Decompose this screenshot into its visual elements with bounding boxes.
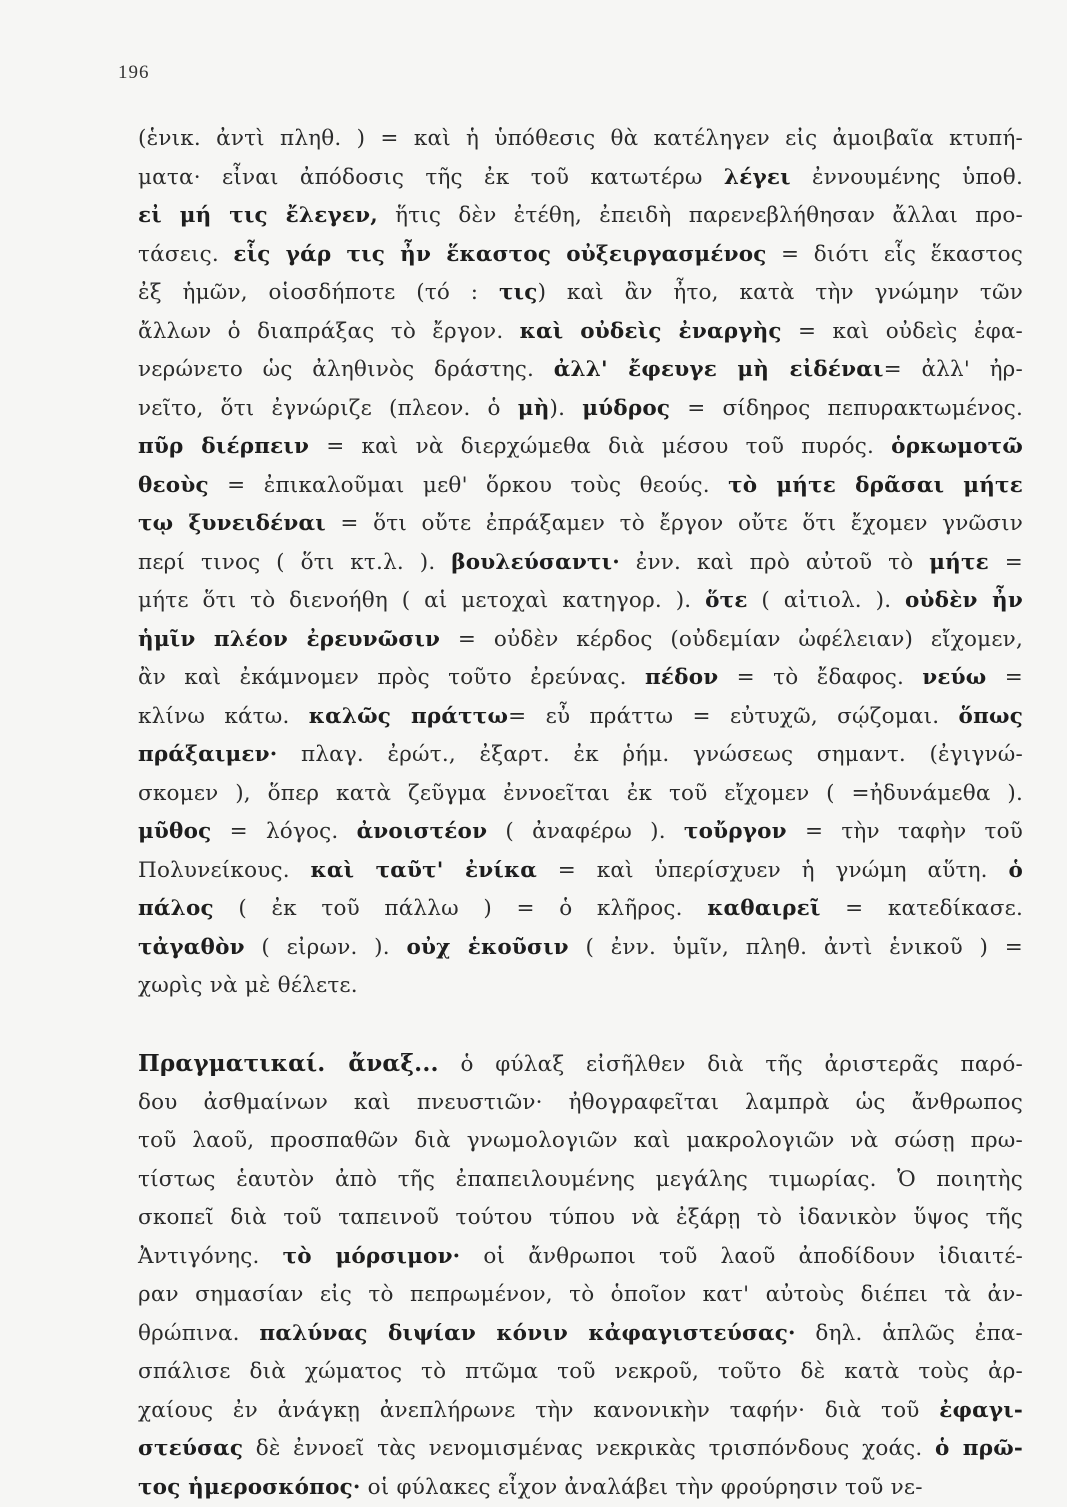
text-line: [138, 428, 1023, 467]
gloss-text: = τὸ ἔδαφος.: [718, 665, 922, 690]
text-line: [138, 1084, 1023, 1123]
gloss-text: τοῦ λαοῦ, προσπαθῶν διὰ γνωμολογιῶν καὶ μακρολογιῶν νὰ σώσῃ πρω-: [138, 1128, 1023, 1153]
text-line: [138, 1469, 1023, 1507]
gloss-text: μήτε ὅτι τὸ διενοήθη ( αἱ μετοχαὶ κατηγορ. ).: [138, 588, 705, 613]
lemma: παλύνας διψίαν κόνιν κἀφαγιστεύσας·: [259, 1321, 795, 1346]
gloss-text: ἄλλων ὁ διαπράξας τὸ ἔργον.: [138, 319, 520, 344]
lemma: πέδον: [645, 665, 718, 690]
gloss-text: δὲ ἐννοεῖ τὰς νενομισμένας νεκρικὰς τρισπόνδους χοάς.: [243, 1436, 935, 1461]
gloss-text: = κατεδίκασε.: [821, 896, 1023, 921]
lemma: βουλεύσαντι·: [451, 550, 620, 575]
text-line: [138, 1353, 1023, 1392]
page-number: 196: [118, 62, 150, 84]
lemma: πάλος: [138, 896, 214, 921]
lemma: εἰ μή τις ἔλεγεν,: [138, 203, 378, 228]
text-line: [138, 1315, 1023, 1354]
gloss-text: (ἑνικ. ἀντὶ πληθ. ) = καὶ ἡ ὑπόθεσις θὰ κατέληγεν εἰς ἀμοιβαῖα κτυπή-: [138, 126, 1023, 151]
lemma: ἡμῖν πλέον ἐρευνῶσιν: [138, 627, 440, 652]
gloss-text: ) καὶ ἂν ἦτο, κατὰ τὴν γνώμην τῶν: [538, 280, 1023, 305]
gloss-text: = ἐπικαλοῦμαι μεθ' ὅρκου τοὺς θεούς.: [209, 473, 728, 498]
gloss-text: = καὶ ὑπερίσχυεν ἡ γνώμη αὕτη.: [537, 858, 1008, 883]
gloss-text: σπάλισε διὰ χώματος τὸ πτῶμα τοῦ νεκροῦ, τοῦτο δὲ κατὰ τοὺς ἀρ-: [138, 1359, 1023, 1384]
gloss-text: Πολυνείκους.: [138, 858, 311, 883]
lemma: ὁρκωμοτῶ: [891, 434, 1023, 459]
lemma: εἷς γάρ τις ἦν ἕκαστος οὐξειργασμένος: [233, 242, 766, 267]
text-line: [138, 467, 1023, 506]
gloss-text: ( εἰρων. ).: [245, 935, 407, 960]
gloss-text: ἂν καὶ ἐκάμνομεν πρὸς τοῦτο ἐρεύνας.: [138, 665, 645, 690]
gloss-text: = τὴν ταφὴν τοῦ: [787, 819, 1023, 844]
gloss-text: =: [989, 550, 1023, 575]
commentary-paragraph-2: [138, 1045, 1023, 1507]
lemma: ὅτε: [705, 588, 747, 613]
gloss-text: δηλ. ἁπλῶς ἐπα-: [796, 1321, 1023, 1346]
gloss-text: χωρὶς νὰ μὲ θέλετε.: [138, 973, 358, 998]
text-line: [138, 351, 1023, 390]
text-line: [138, 1276, 1023, 1315]
gloss-text: πλαγ. ἐρώτ., ἐξαρτ. ἐκ ῥήμ. γνώσεως σημαντ. (ἐγιγνώ-: [277, 742, 1023, 767]
lemma: πράξαιμεν·: [138, 742, 277, 767]
lemma: τις: [499, 280, 538, 305]
lemma: ὁ πρῶ-: [935, 1436, 1023, 1461]
lemma: μῦθος: [138, 819, 211, 844]
lemma: μύδρος: [582, 396, 670, 421]
gloss-text: ).: [550, 396, 583, 421]
gloss-text: ἐξ ἡμῶν, οἱοσδήποτε (τό :: [138, 280, 499, 305]
text-line: [138, 1161, 1023, 1200]
lemma: μήτε: [929, 550, 989, 575]
text-line: [138, 120, 1023, 159]
lemma: τὸ μήτε δρᾶσαι μήτε: [728, 473, 1023, 498]
text-line: [138, 390, 1023, 429]
lemma: λέγει: [724, 165, 791, 190]
gloss-text: χαίους ἐν ἀνάγκῃ ἀνεπλήρωνε τὴν κανονικὴν ταφήν· διὰ τοῦ: [138, 1398, 939, 1423]
text-line: [138, 274, 1023, 313]
gloss-text: =: [986, 665, 1023, 690]
lemma: ἐφαγι-: [939, 1398, 1023, 1423]
gloss-text: = λόγος.: [211, 819, 356, 844]
gloss-text: ( ἀναφέρω ).: [487, 819, 684, 844]
text-line: [138, 621, 1023, 660]
gloss-text: = διότι εἷς ἕκαστος: [767, 242, 1023, 267]
gloss-text: = οὐδὲν κέρδος (οὐδεμίαν ὠφέλειαν) εἴχομεν,: [440, 627, 1023, 652]
section-heading: Πραγματικαί. ἄναξ...: [138, 1050, 439, 1077]
lemma: μὴ: [518, 396, 550, 421]
text-line: [138, 967, 1023, 1006]
text-line: [138, 1199, 1023, 1238]
lemma: οὐχ ἑκοῦσιν: [406, 935, 568, 960]
gloss-text: τίστως ἑαυτὸν ἀπὸ τῆς ἐπαπειλουμένης μεγάλης τιμωρίας. Ὁ ποιητὴς: [138, 1167, 1023, 1192]
text-line: [138, 582, 1023, 621]
gloss-text: νερώνετο ὡς ἀληθινὸς δράστης.: [138, 357, 554, 382]
gloss-text: οἱ ἄνθρωποι τοῦ λαοῦ ἀποδίδουν ἰδιαιτέ-: [460, 1244, 1023, 1269]
gloss-text: ὁ φύλαξ εἰσῆλθεν διὰ τῆς ἀριστερᾶς παρό-: [439, 1052, 1023, 1077]
text-line: [138, 775, 1023, 814]
text-line: [138, 698, 1023, 737]
gloss-text: ἥτις δὲν ἐτέθη, ἐπειδὴ παρενεβλήθησαν ἄλλαι προ-: [378, 203, 1023, 228]
gloss-text: ( αἰτιολ. ).: [748, 588, 905, 613]
text-line: [138, 1392, 1023, 1431]
lemma: καλῶς πράττω: [309, 704, 508, 729]
lemma: καθαιρεῖ: [707, 896, 820, 921]
lemma: ὁ: [1008, 858, 1023, 883]
gloss-text: ματα· εἶναι ἀπόδοσις τῆς ἐκ τοῦ κατωτέρω: [138, 165, 724, 190]
text-line: [138, 1045, 1023, 1084]
text-line: [138, 236, 1023, 275]
lemma: νεύω: [922, 665, 986, 690]
gloss-text: οἱ φύλακες εἶχον ἀναλάβει τὴν φρούρησιν τοῦ νε-: [361, 1475, 923, 1500]
lemma: οὐδὲν ἦν: [905, 588, 1023, 613]
text-line: [138, 313, 1023, 352]
text-line: [138, 736, 1023, 775]
text-line: [138, 1122, 1023, 1161]
gloss-text: Ἀντιγόνης.: [138, 1244, 283, 1269]
lemma: τἀγαθὸν: [138, 935, 245, 960]
gloss-text: τάσεις.: [138, 242, 233, 267]
lemma: στεύσας: [138, 1436, 243, 1461]
text-line: [138, 890, 1023, 929]
gloss-text: ἐνν. καὶ πρὸ αὐτοῦ τὸ: [620, 550, 929, 575]
gloss-text: = καὶ οὐδεὶς ἐφα-: [782, 319, 1023, 344]
gloss-text: σκοπεῖ διὰ τοῦ ταπεινοῦ τούτου τύπου νὰ ἐξάρῃ τὸ ἰδανικὸν ὕψος τῆς: [138, 1205, 1023, 1230]
text-line: [138, 1430, 1023, 1469]
lemma: καὶ ταῦτ' ἐνίκα: [311, 858, 538, 883]
text-line: [138, 159, 1023, 198]
gloss-text: θρώπινα.: [138, 1321, 259, 1346]
text-line: [138, 505, 1023, 544]
lemma: τοὔργον: [684, 819, 787, 844]
lemma: καὶ οὐδεὶς ἐναργὴς: [520, 319, 782, 344]
text-line: [138, 659, 1023, 698]
gloss-text: = σίδηρος πεπυρακτωμένος.: [670, 396, 1023, 421]
gloss-text: ( ἐνν. ὑμῖν, πληθ. ἀντὶ ἑνικοῦ ) =: [569, 935, 1023, 960]
text-line: [138, 1238, 1023, 1277]
gloss-text: ( ἐκ τοῦ πάλλω ) = ὁ κλῆρος.: [214, 896, 707, 921]
gloss-text: σκομεν ), ὅπερ κατὰ ζεῦγμα ἐννοεῖται ἐκ τοῦ εἴχομεν ( =ἠδυνάμεθα ).: [138, 781, 1023, 806]
gloss-text: = εὖ πράττω = εὐτυχῶ, σῴζομαι.: [508, 704, 958, 729]
text-line: [138, 197, 1023, 236]
lemma: τος ἡμεροσκόπος·: [138, 1475, 361, 1500]
lemma: πῦρ διέρπειν: [138, 434, 309, 459]
lemma: ὅπως: [959, 704, 1023, 729]
gloss-text: περί τινος ( ὅτι κτ.λ. ).: [138, 550, 451, 575]
lemma: τῳ ξυνειδέναι: [138, 511, 326, 536]
gloss-text: = καὶ νὰ διερχώμεθα διὰ μέσου τοῦ πυρός.: [309, 434, 891, 459]
commentary-paragraph-1: [138, 120, 1023, 1006]
text-line: [138, 852, 1023, 891]
text-line: [138, 544, 1023, 583]
gloss-text: δου ἀσθμαίνων καὶ πνευστιῶν· ἠθογραφεῖται λαμπρὰ ὡς ἄνθρωπος: [138, 1090, 1023, 1115]
lemma: θεοὺς: [138, 473, 209, 498]
lemma: ἀλλ' ἔφευγε μὴ εἰδέναι: [554, 357, 884, 382]
gloss-text: = ἀλλ' ἠρ-: [884, 357, 1023, 382]
gloss-text: = ὅτι οὔτε ἐπράξαμεν τὸ ἔργον οὔτε ὅτι ἔχομεν γνῶσιν: [326, 511, 1023, 536]
lemma: τὸ μόρσιμον·: [283, 1244, 461, 1269]
gloss-text: ραν σημασίαν εἰς τὸ πεπρωμένον, τὸ ὁποῖον κατ' αὐτοὺς διέπει τὰ ἀν-: [138, 1282, 1023, 1307]
gloss-text: ἐννουμένης ὑποθ.: [791, 165, 1023, 190]
gloss-text: κλίνω κάτω.: [138, 704, 309, 729]
text-line: [138, 813, 1023, 852]
text-line: [138, 929, 1023, 968]
lemma: ἀνοιστέον: [357, 819, 488, 844]
gloss-text: νεῖτο, ὅτι ἐγνώριζε (πλεον. ὁ: [138, 396, 518, 421]
